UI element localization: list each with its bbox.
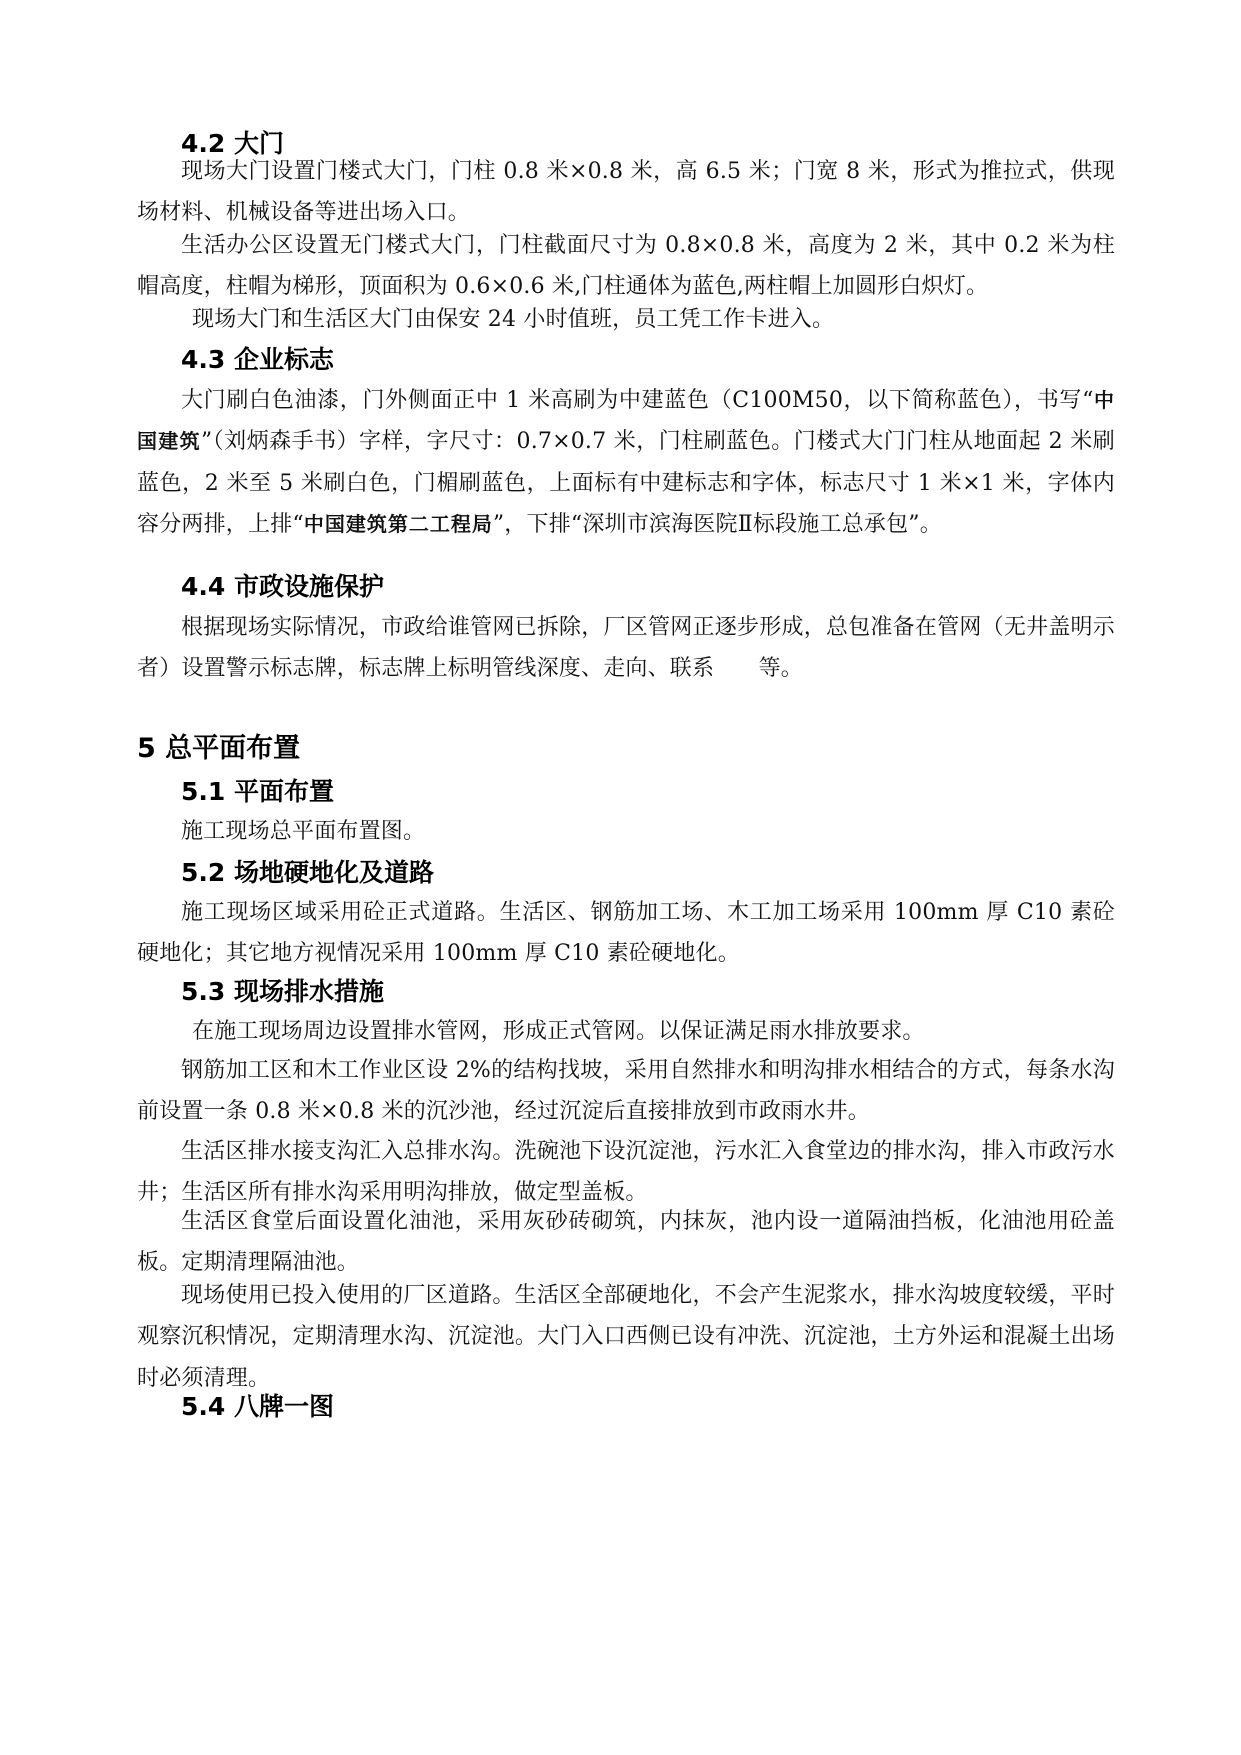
heading-5: 5 总平面布置 bbox=[137, 733, 301, 764]
heading-5-4: 5.4 八牌一图 bbox=[181, 1392, 334, 1421]
paragraph-4-3-text-a: 大门刷白色油漆，门外侧面正中 1 米高刷为中建蓝色（C100M50，以下简称蓝色），书写“ bbox=[181, 388, 1094, 413]
heading-5-2: 5.2 场地硬地化及道路 bbox=[181, 858, 434, 887]
paragraph-4-2-1: 现场大门设置门楼式大门，门柱 0.8 米×0.8 米，高 6.5 米；门宽 8 米，形式为推拉式，供现场材料、机械设备等进出场入口。 bbox=[137, 159, 1115, 226]
paragraph-5-2-1: 施工现场区域采用砼正式道路。生活区、钢筋加工场、木工加工场采用 100mm 厚 C10 素砼硬地化；其它地方视情况采用 100mm 厚 C10 素砼硬地化。 bbox=[137, 900, 1115, 967]
brand-name-second-engineering-bureau: 中国建筑第二工程局 bbox=[303, 512, 493, 537]
heading-4-4: 4.4 市政设施保护 bbox=[181, 572, 384, 601]
paragraph-4-4-1: 根据现场实际情况，市政给谁管网已拆除，厂区管网正逐步形成，总包准备在管网（无井盖明示者）设置警示标志牌，标志牌上标明管线深度、走向、联系 等。 bbox=[137, 615, 1115, 682]
paragraph-5-3-4: 生活区食堂后面设置化油池，采用灰砂砖砌筑，内抹灰，池内设一道隔油挡板，化油池用砼盖板。定期清理隔油池。 bbox=[137, 1209, 1115, 1276]
brand-name-china-construction: 中国建筑 bbox=[137, 388, 1116, 454]
paragraph-5-3-2: 钢筋加工区和木工作业区设 2%的结构找坡，采用自然排水和明沟排水相结合的方式，每条水沟前设置一条 0.8 米×0.8 米的沉沙池，经过沉淀后直接排放到市政雨水井。 bbox=[137, 1058, 1115, 1125]
paragraph-4-2-3: 现场大门和生活区大门由保安 24 小时值班，员工凭工作卡进入。 bbox=[192, 307, 835, 332]
heading-4-2: 4.2 大门 bbox=[181, 129, 284, 158]
paragraph-5-1-1: 施工现场总平面布置图。 bbox=[181, 819, 426, 844]
paragraph-4-3-1 bbox=[137, 380, 1115, 546]
paragraph-4-3-text-b: ”（刘炳森手书）字样，字尺寸：0.7×0.7 米，门柱刷蓝色。门楼式大门门柱从地面起 2 米刷蓝色，2 米至 5 米刷白色，门楣刷蓝色，上面标有中建标志和字体，标志尺寸 1 米×1 米，字体内容分两排，上排“ bbox=[137, 429, 1115, 538]
heading-5-3: 5.3 现场排水措施 bbox=[181, 977, 384, 1006]
paragraph-5-3-3: 生活区排水接支沟汇入总排水沟。洗碗池下设沉淀池，污水汇入食堂边的排水沟，排入市政污水井；生活区所有排水沟采用明沟排放，做定型盖板。 bbox=[137, 1139, 1115, 1206]
paragraph-4-2-2: 生活办公区设置无门楼式大门，门柱截面尺寸为 0.8×0.8 米，高度为 2 米，其中 0.2 米为柱帽高度，柱帽为梯形，顶面积为 0.6×0.6 米,门柱通体为蓝色,两柱帽上加圆形白炽灯。 bbox=[137, 233, 1115, 300]
heading-5-1: 5.1 平面布置 bbox=[181, 777, 334, 806]
paragraph-4-3-text-c: ”，下排“深圳市滨海医院Ⅱ标段施工总承包”。 bbox=[492, 512, 942, 538]
heading-4-3: 4.3 企业标志 bbox=[181, 345, 334, 374]
paragraph-5-3-1: 在施工现场周边设置排水管网，形成正式管网。以保证满足雨水排放要求。 bbox=[192, 1019, 925, 1044]
paragraph-5-3-5: 现场使用已投入使用的厂区道路。生活区全部硬地化，不会产生泥浆水，排水沟坡度较缓，平时观察沉积情况，定期清理水沟、沉淀池。大门入口西侧已设有冲洗、沉淀池，土方外运和混凝土出场时必须清理。 bbox=[137, 1283, 1115, 1391]
